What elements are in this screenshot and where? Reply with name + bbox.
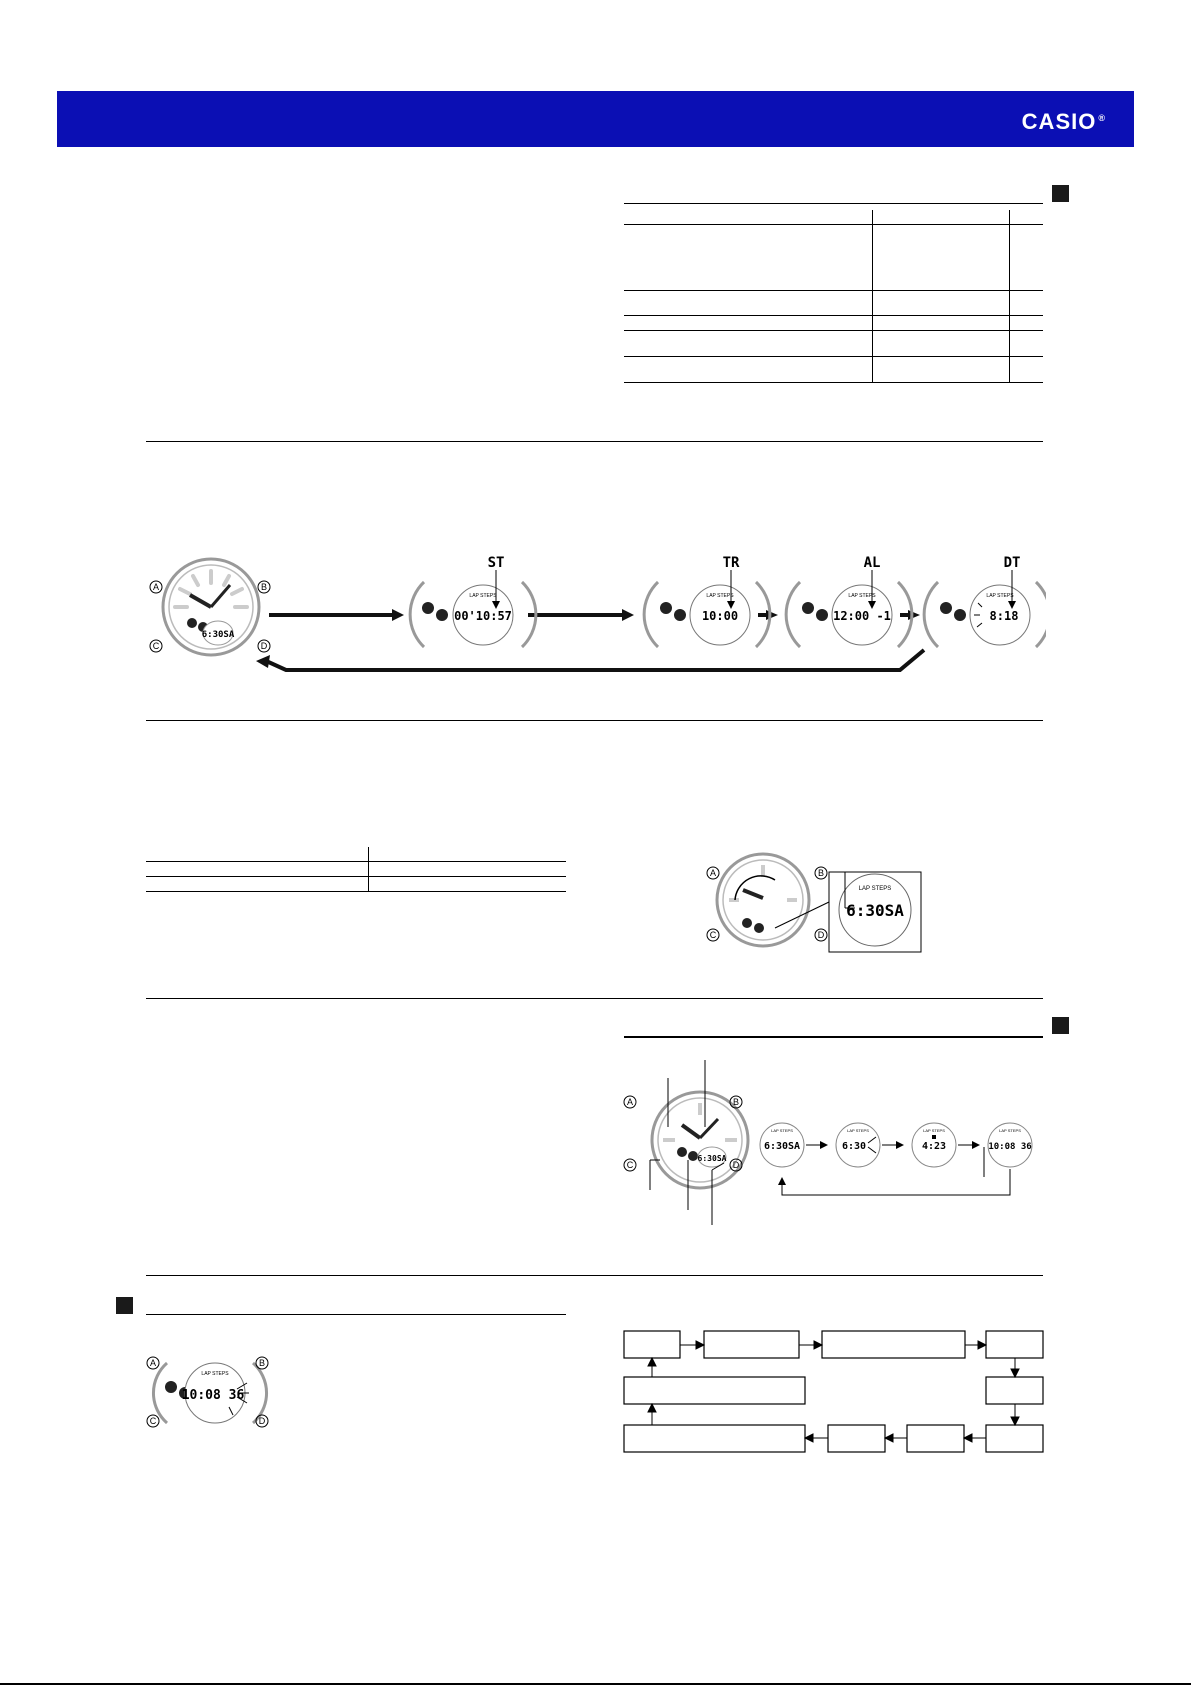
mode-cycle-figure [146, 555, 1046, 685]
small-table [146, 847, 566, 892]
setting-lcd: 10:08 36 [181, 1388, 245, 1403]
al-label: AL [863, 555, 881, 571]
header-bar [57, 91, 1134, 147]
setting-watch-figure [145, 1355, 270, 1430]
tr-lcd: 10:00 [701, 609, 739, 623]
flow-box [986, 1377, 1043, 1404]
svg-text:4:23: 4:23 [921, 1141, 947, 1152]
svg-text:C: C [709, 930, 717, 940]
svg-text:D: D [817, 930, 825, 940]
section-rule [624, 203, 1043, 204]
time-sequence-figure [620, 1055, 1050, 1235]
flow-box [624, 1331, 680, 1358]
svg-text:LAP STEPS: LAP STEPS [771, 1128, 793, 1133]
svg-text:C: C [626, 1160, 634, 1170]
watch-dt [924, 555, 1046, 647]
divider [146, 998, 1043, 999]
divider [146, 1275, 1043, 1276]
svg-text:LAP STEPS: LAP STEPS [858, 886, 892, 892]
section-rule [146, 1314, 566, 1315]
svg-text:LAP STEPS: LAP STEPS [847, 1128, 869, 1133]
section-marker [1052, 1017, 1069, 1034]
svg-text:LAP STEPS: LAP STEPS [923, 1128, 945, 1133]
tr-label: TR [722, 555, 740, 571]
svg-text:A: A [149, 1358, 157, 1368]
button-b-label: B [260, 582, 268, 592]
svg-text:D: D [732, 1160, 740, 1170]
flow-box [624, 1377, 805, 1404]
st-lcd: 00'10:57 [454, 609, 512, 623]
svg-text:B: B [817, 868, 825, 878]
flow-box [828, 1425, 885, 1452]
dt-lcd: 8:18 [989, 609, 1019, 623]
svg-text:LAP STEPS: LAP STEPS [469, 593, 497, 599]
seq-4 [988, 1123, 1032, 1167]
casio-logo: CASIO ® [1021, 109, 1106, 134]
svg-text:10:08 36: 10:08 36 [988, 1142, 1032, 1152]
watch-home [150, 559, 270, 655]
svg-text:A: A [709, 868, 717, 878]
svg-text:B: B [732, 1097, 740, 1107]
svg-text:6:30: 6:30 [841, 1141, 867, 1152]
seq-1 [760, 1123, 804, 1167]
flow-box [986, 1425, 1043, 1452]
seq-2 [836, 1123, 880, 1167]
detail-lcd: 6:30SA [846, 901, 904, 920]
svg-text:LAP STEPS: LAP STEPS [201, 1371, 229, 1377]
home-lcd: 6:30SA [201, 630, 235, 640]
svg-text:LAP STEPS: LAP STEPS [999, 1128, 1021, 1133]
seq-3 [912, 1123, 956, 1167]
section-marker [116, 1297, 133, 1314]
st-label: ST [487, 555, 505, 571]
svg-text:D: D [258, 1416, 266, 1426]
divider [146, 720, 1043, 721]
watch-st [410, 555, 536, 647]
svg-text:6:30SA: 6:30SA [763, 1141, 801, 1152]
svg-text:A: A [626, 1097, 634, 1107]
al-lcd: 12:00 -1 [833, 609, 891, 623]
flow-box [624, 1425, 805, 1452]
button-a-label: A [152, 582, 160, 592]
watch-tr [644, 555, 770, 647]
watch-al [786, 555, 912, 647]
setting-flow-chart [620, 1325, 1050, 1455]
watch-lcd: 6:30SA [697, 1154, 727, 1163]
flow-box [907, 1425, 964, 1452]
svg-text:LAP STEPS: LAP STEPS [706, 593, 734, 599]
svg-text:B: B [258, 1358, 266, 1368]
dt-label: DT [1003, 555, 1021, 571]
button-c-label: C [152, 641, 160, 651]
flow-box [822, 1331, 965, 1358]
spec-table [624, 210, 1043, 383]
section-rule [624, 1036, 1043, 1038]
svg-text:LAP STEPS: LAP STEPS [848, 593, 876, 599]
svg-text:LAP STEPS: LAP STEPS [986, 593, 1014, 599]
flow-box [986, 1331, 1043, 1358]
watch-detail-figure [705, 850, 925, 955]
svg-text:C: C [149, 1416, 157, 1426]
button-d-label: D [260, 641, 268, 651]
flow-box [704, 1331, 799, 1358]
section-marker [1052, 185, 1069, 202]
divider [146, 441, 1043, 442]
